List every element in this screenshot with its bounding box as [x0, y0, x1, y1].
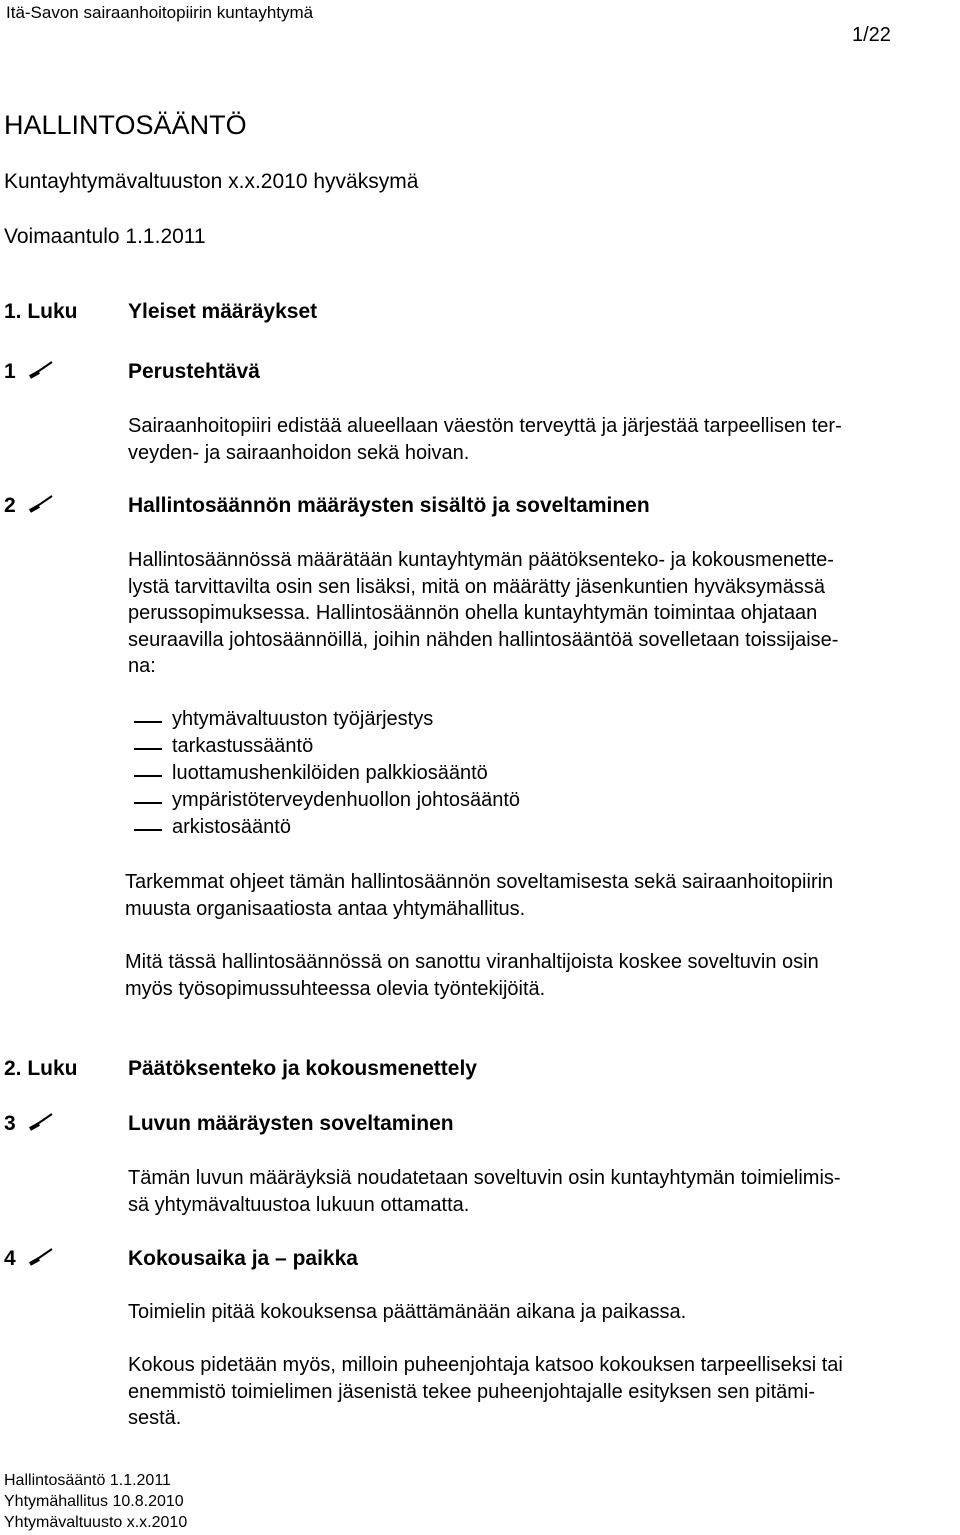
section-2-paragraph-1 [128, 547, 958, 680]
section-1-paragraph [128, 413, 958, 466]
dash-icon [134, 802, 162, 804]
list-item: luottamushenkilöiden palkkiosääntö [172, 762, 488, 784]
chapter-2-number: 2. Luku [4, 1057, 78, 1080]
section-3-title: Luvun määräysten soveltaminen [128, 1112, 454, 1135]
text-line: Kokous pidetään myös, milloin puheenjohtaja katsoo kokouksen tarpeelliseksi tai [128, 1354, 843, 1376]
text-line: muusta organisaatiosta antaa yhtymähallitus. [125, 897, 526, 920]
section-1-title: Perustehtävä [128, 360, 260, 383]
chapter-1-number: 1. Luku [4, 300, 78, 323]
text-line: lystä tarvittavilta osin sen lisäksi, mitä on määrätty jäsenkuntien hyväksymässä [128, 575, 825, 598]
section-1-heading [4, 360, 54, 384]
section-sign-icon [28, 491, 54, 517]
text-line: veyden- ja sairaanhoidon sekä hoivan. [128, 441, 470, 464]
section-3-heading [4, 1112, 54, 1136]
dash-icon [134, 748, 162, 750]
text-line: myös työsopimussuhteessa olevia työntekijöitä. [125, 977, 546, 1000]
text-line: sä yhtymävaltuustoa lukuun ottamatta. [128, 1193, 470, 1216]
text-line: Mitä tässä hallintosäännössä on sanottu viranhaltijoista koskee soveltuvin osin [125, 951, 819, 973]
section-3-number: 3 [4, 1112, 16, 1135]
text-line: Tämän luvun määräyksiä noudatetaan soveltuvin osin kuntayhtymän toimielimis- [128, 1167, 841, 1189]
page-number: 1/22 [852, 24, 891, 46]
section-4-title: Kokousaika ja – paikka [128, 1247, 358, 1270]
section-2-paragraph-2 [125, 869, 955, 922]
section-4-number: 4 [4, 1247, 16, 1270]
section-3-paragraph [128, 1165, 958, 1218]
list-item: yhtymävaltuuston työjärjestys [172, 708, 434, 730]
footer-line: Hallintosääntö 1.1.2011 [4, 1472, 171, 1489]
text-line: perussopimuksessa. Hallintosäännön ohella kuntayhtymän toimintaa ohjataan [128, 602, 818, 624]
list-item: arkistosääntö [172, 816, 291, 838]
text-line: enemmistö toimielimen jäsenistä tekee puheenjohtajalle esityksen sen pitämi- [128, 1380, 816, 1403]
text-line: na: [128, 655, 156, 677]
section-2-title: Hallintosäännön määräysten sisältö ja soveltaminen [128, 494, 650, 517]
section-sign-icon [28, 1244, 54, 1270]
section-1-number: 1 [4, 360, 16, 383]
section-4-paragraph-2 [128, 1352, 958, 1432]
approval-note: Kuntayhtymävaltuuston x.x.2010 hyväksymä [4, 170, 419, 193]
dash-icon [134, 721, 162, 723]
section-sign-icon [28, 357, 54, 383]
organization-name: Itä-Savon sairaanhoitopiirin kuntayhtymä [6, 3, 314, 22]
dash-icon [134, 775, 162, 777]
chapter-1-title: Yleiset määräykset [128, 300, 318, 323]
text-line: Toimielin pitää kokouksensa päättämänään aikana ja paikassa. [128, 1301, 687, 1323]
document-title: HALLINTOSÄÄNTÖ [4, 110, 247, 140]
footer-line: Yhtymähallitus 10.8.2010 [4, 1493, 184, 1510]
section-2-paragraph-3 [125, 949, 955, 1002]
footer [4, 1470, 187, 1533]
section-sign-icon [28, 1109, 54, 1135]
text-line: Tarkemmat ohjeet tämän hallintosäännön soveltamisesta sekä sairaanhoitopiirin [125, 871, 834, 893]
list-item: ympäristöterveydenhuollon johtosääntö [172, 789, 520, 811]
section-2-heading [4, 494, 54, 518]
dash-icon [134, 829, 162, 831]
section-4-paragraph-1 [128, 1299, 958, 1326]
footer-line: Yhtymävaltuusto x.x.2010 [4, 1514, 188, 1531]
section-2-number: 2 [4, 494, 16, 517]
chapter-2-title: Päätöksenteko ja kokousmenettely [128, 1057, 477, 1080]
list-item: tarkastussääntö [172, 735, 314, 757]
section-4-heading [4, 1247, 54, 1271]
text-line: Hallintosäännössä määrätään kuntayhtymän päätöksenteko- ja kokousmenette- [128, 549, 834, 571]
text-line: seuraavilla johtosäännöillä, joihin nähden hallintosääntöä sovelletaan toissijaise- [128, 628, 839, 651]
text-line: Sairaanhoitopiiri edistää alueellaan väestön terveyttä ja järjestää tarpeellisen ter- [128, 415, 842, 437]
effective-date: Voimaantulo 1.1.2011 [4, 225, 206, 248]
text-line: sestä. [128, 1407, 182, 1429]
